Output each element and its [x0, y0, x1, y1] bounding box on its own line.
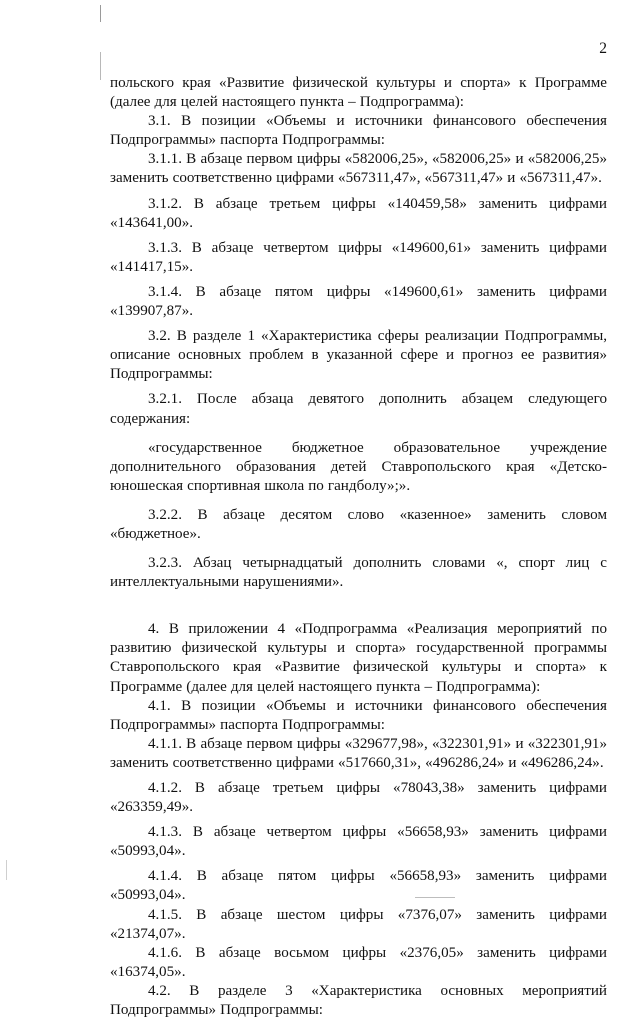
paragraph-3-1-4: 3.1.4. В абзаце пятом цифры «149600,61» заменить цифрами «139907,87».: [110, 283, 607, 320]
paragraph-continuation: польского края «Развитие физической культуры и спорта» к Программе (далее для целей настоящего пункта – Подпрограмма):: [110, 75, 607, 111]
paragraph-4-1-2: 4.1.2. В абзаце третьем цифры «78043,38» заменить цифрами «263359,49».: [110, 780, 607, 816]
paragraph-3-1-1: 3.1.1. В абзаце первом цифры «582006,25», «582006,25» и «582006,25» заменить соответственно цифрами «567311,47», «567311,47» и «567311,47».: [110, 151, 607, 187]
paragraph-4-1-1: 4.1.1. В абзаце первом цифры «329677,98», «322301,91» и «322301,91» заменить соответственно цифрами «517660,31», «496286,24» и «496286,24».: [110, 735, 607, 771]
scan-artifact-line: [100, 5, 101, 22]
paragraph-3-1: 3.1. В позиции «Объемы и источники финансового обеспечения Подпрограммы» паспорта Подпрограммы:: [110, 113, 607, 149]
paragraph-3-1-2: 3.1.2. В абзаце третьем цифры «140459,58» заменить цифрами «143641,00».: [110, 195, 607, 231]
paragraph-4-1-4: 4.1.4. В абзаце пятом цифры «56658,93» заменить цифрами «50993,04».: [110, 868, 607, 904]
paragraph-4: 4. В приложении 4 «Подпрограмма «Реализация мероприятий по развитию физической культуры и спорта» государственной программы Ставропольского края «Развитие физической культуры и спорта» к Программе (далее для целей настоящего пункта – Подпрограмма):: [110, 621, 607, 695]
paragraph-4-1-3: 4.1.3. В абзаце четвертом цифры «56658,93» заменить цифрами «50993,04».: [110, 824, 607, 860]
paragraph-4-1-6: 4.1.6. В абзаце восьмом цифры «2376,05» заменить цифрами «16374,05».: [110, 944, 607, 980]
paragraph-3-2: 3.2. В разделе 1 «Характеристика сферы реализации Подпрограммы, описание основных проблем в указанной сфере и прогноз ее развития» Подпрограммы:: [110, 328, 607, 383]
paragraph-quote: «государственное бюджетное образовательное учреждение дополнительного образования детей Ставропольского края «Детско-юношеская спортивная школа по гандболу»;».: [110, 439, 607, 494]
paragraph-3-2-3: 3.2.3. Абзац четырнадцатый дополнить словами «, спорт лиц с интеллектуальными нарушениями».: [110, 555, 607, 591]
page-number: 2: [599, 40, 607, 57]
document-body: [110, 74, 607, 1020]
paragraph-4-1: 4.1. В позиции «Объемы и источники финансового обеспечения Подпрограммы» паспорта Подпрограммы:: [110, 697, 607, 733]
paragraph-3-1-3: 3.1.3. В абзаце четвертом цифры «149600,61» заменить цифрами «141417,15».: [110, 239, 607, 275]
scan-artifact-line: [100, 52, 101, 80]
paragraph-4-2: 4.2. В разделе 3 «Характеристика основных мероприятий Подпрограммы» Подпрограммы:: [110, 982, 607, 1019]
paragraph-3-2-1: 3.2.1. После абзаца девятого дополнить абзацем следующего содержания:: [110, 391, 607, 427]
paragraph-4-1-5: 4.1.5. В абзаце шестом цифры «7376,07» заменить цифрами «21374,07».: [110, 906, 607, 942]
paragraph-3-2-2: 3.2.2. В абзаце десятом слово «казенное» заменить словом «бюджетное».: [110, 506, 607, 542]
scan-artifact-line: [6, 860, 7, 880]
